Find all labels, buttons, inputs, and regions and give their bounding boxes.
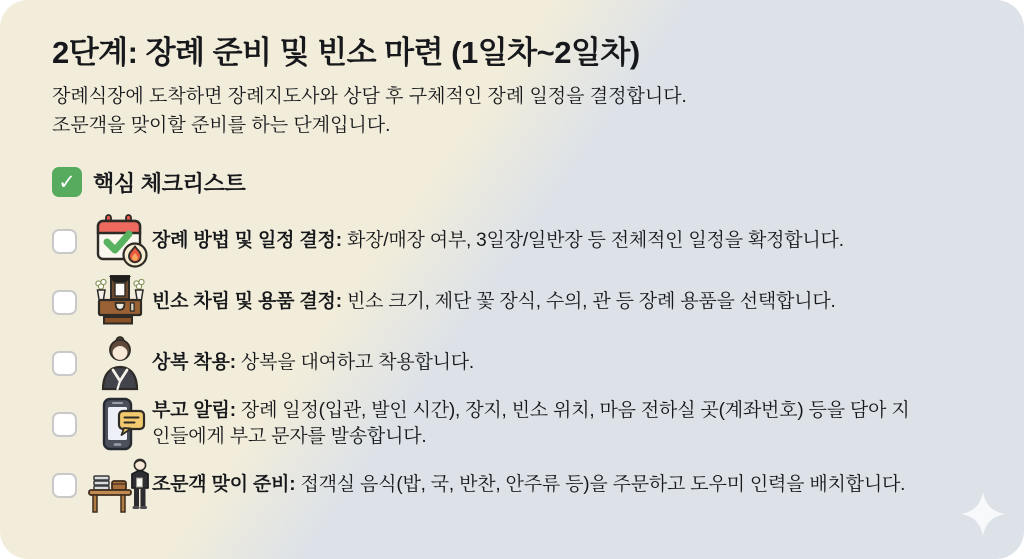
memorial-altar-icon [88, 274, 152, 331]
checklist-item-text [152, 350, 972, 376]
checklist [52, 213, 972, 514]
phone-message-icon [88, 396, 152, 453]
item-desc: 화장/매장 여부, 3일장/일반장 등 전체적인 일정을 확정합니다. [346, 229, 844, 251]
checkbox[interactable] [52, 290, 77, 315]
checklist-header [52, 167, 972, 198]
checkbox[interactable] [52, 351, 77, 376]
item-desc: 상복을 대여하고 착용합니다. [240, 351, 475, 373]
item-label: 부고 알림: [152, 399, 236, 421]
checkbox[interactable] [52, 229, 77, 254]
checklist-item-text [152, 472, 972, 498]
item-desc: 접객실 음식(밥, 국, 반찬, 안주류 등)을 주문하고 도우미 인력을 배치합니다. [300, 473, 906, 495]
checklist-item-reception [52, 457, 972, 514]
page-title [52, 34, 972, 73]
checklist-item-clothes [52, 335, 972, 392]
checklist-item-text [152, 289, 972, 315]
checklist-header-label: 핵심 체크리스트 [93, 170, 246, 196]
sparkle-icon [960, 491, 1006, 537]
catering-table-icon [88, 457, 152, 514]
item-label: 상복 착용: [152, 351, 236, 373]
calendar-fire-icon [88, 213, 152, 270]
item-label: 조문객 맞이 준비: [152, 473, 296, 495]
page-title-main: 2단계: 장례 준비 및 빈소 마련 [52, 35, 444, 70]
item-desc: 빈소 크기, 제단 꽃 장식, 수의, 관 등 장례 용품을 선택합니다. [346, 290, 836, 312]
checkbox[interactable] [52, 473, 77, 498]
item-label: 빈소 차림 및 용품 결정: [152, 290, 342, 312]
checklist-item-text [152, 228, 972, 254]
mourning-clothes-icon [88, 335, 152, 392]
page-title-days: (1일차~2일차) [451, 35, 640, 70]
green-check-icon: ✓ [52, 167, 82, 197]
item-desc: 장례 일정(입관, 발인 시간), 장지, 빈소 위치, 마음 전하실 곳(계좌번호) 등을 담아 지인들에게 부고 문자를 발송합니다. [152, 399, 910, 447]
checklist-item-notice [52, 396, 972, 453]
checklist-item-schedule [52, 213, 972, 270]
checklist-item-text [152, 398, 972, 450]
checklist-item-altar [52, 274, 972, 331]
subtitle-line2: 조문객을 맞이할 준비를 하는 단계입니다. [52, 114, 391, 136]
subtitle [52, 83, 972, 141]
subtitle-line1: 장례식장에 도착하면 장례지도사와 상담 후 구체적인 장례 일정을 결정합니다. [52, 85, 687, 107]
item-label: 장례 방법 및 일정 결정: [152, 229, 342, 251]
checkbox[interactable] [52, 412, 77, 437]
